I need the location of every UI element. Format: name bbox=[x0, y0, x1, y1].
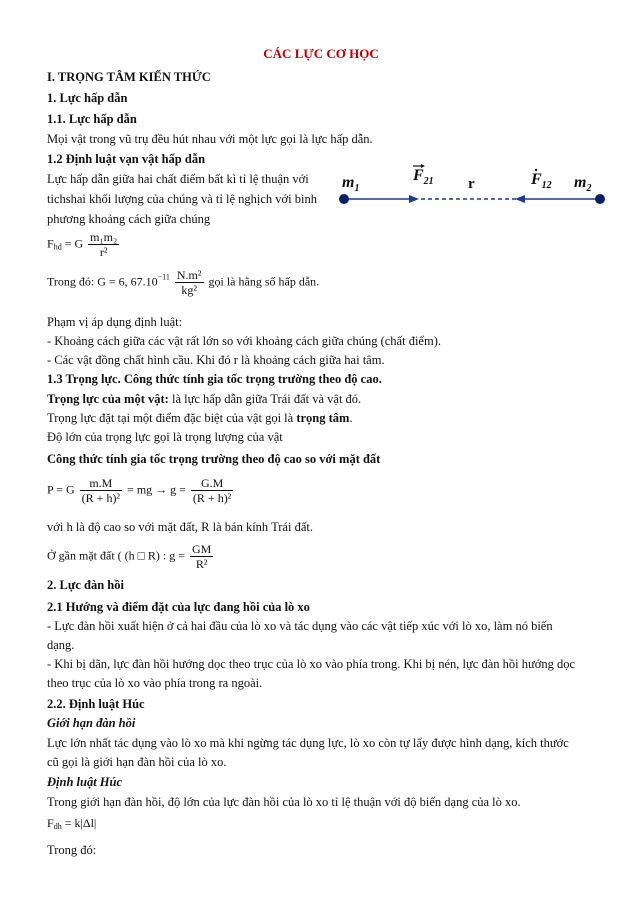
label-m2: $m_2$ bbox=[574, 174, 592, 194]
paragraph: Trong đó: bbox=[47, 843, 97, 857]
paragraph: Trọng lực của một vật: là lực hấp dẫn giữa Trái đất và vật đó. bbox=[47, 392, 362, 406]
paragraph: cũ gọi là giới hạn đàn hồi của lò xo. bbox=[47, 755, 227, 769]
paragraph: - Lực đàn hồi xuất hiện ở cả hai đầu của lò xo và tác dụng vào các vật tiếp xúc với lò xo, làm nó biến bbox=[47, 619, 553, 633]
formula-g-constant: Trong đó: G = 6, $67.10^{-11}$ $\frac{\text{N.m²}}{\text{kg²}}$ gọi là hằng số hấp dẫn. bbox=[47, 268, 320, 297]
fraction: $\frac{\text{m₁m₂}}{\text{r²}}$ bbox=[90, 230, 118, 259]
subheading: Giới hạn đàn hồi bbox=[47, 716, 136, 730]
paragraph-line: tichshai khối lượng của chúng và tỉ lệ nghịch với bình bbox=[47, 192, 317, 206]
paragraph: Mọi vật trong vũ trụ đều hút nhau với một lực gọi là lực hấp dẫn. bbox=[47, 132, 373, 146]
paragraph: - Khoảng cách giữa các vật rất lớn so với khoảng cách giữa chúng (chất điểm). bbox=[47, 334, 441, 348]
heading-1-3: 1.3 Trọng lực. Công thức tính gia tốc trọng trường theo độ cao. bbox=[47, 372, 382, 386]
paragraph: Lực lớn nhất tác dụng vào lò xo mà khi ngừng tác dụng lực, lò xo còn tự lấy được hình dạng, kích thước bbox=[47, 736, 569, 750]
label-r: r bbox=[468, 176, 475, 192]
paragraph: Phạm vị áp dụng định luật: bbox=[47, 315, 183, 329]
formula-hooke: $F_{dh} = k|\Delta l|$ bbox=[47, 816, 97, 831]
fraction: $\frac{G.M}{\text{(R + h)²}}$ bbox=[192, 476, 232, 505]
heading-2: 2. Lực đàn hồi bbox=[47, 578, 124, 592]
vector-dot bbox=[535, 169, 537, 171]
paragraph: với h là độ cao so với mặt đất, R là bán kính Trái đất. bbox=[47, 520, 313, 534]
mass-dot-m1 bbox=[339, 194, 349, 204]
formula-weight: P = G $\frac{m.M}{\text{(R + h)²}}$ = mg → g = $\frac{G.M}{\text{(R + h)²}}$ bbox=[47, 476, 232, 505]
paragraph: - Các vật đồng chất hình cầu. Khi đó r là khoảng cách giữa hai tâm. bbox=[47, 353, 385, 367]
subheading: Định luật Húc bbox=[47, 775, 123, 789]
paragraph: Trọng lực đặt tại một điểm đặc biệt của vật gọi là trọng tâm. bbox=[47, 411, 353, 425]
paragraph: dạng. bbox=[47, 638, 75, 652]
arrowhead-icon bbox=[409, 195, 419, 203]
formula-near-surface: Ở gần mặt đất ( (h □ R) : g = $\frac{GM}{\text{R²}}$ bbox=[47, 542, 212, 571]
paragraph: Độ lớn của trọng lực gọi là trọng lượng của vật bbox=[47, 430, 283, 444]
heading-1: 1. Lực hấp dẫn bbox=[47, 91, 128, 105]
arrowhead-icon bbox=[515, 195, 525, 203]
heading-2-1: 2.1 Hướng và điểm đặt của lực đang hồi của lò xo bbox=[47, 600, 310, 614]
label-m1: $m_1$ bbox=[342, 174, 360, 194]
gravitation-diagram bbox=[335, 160, 610, 210]
label-f21: $F_{21}$ bbox=[413, 167, 434, 187]
label-f12: $F_{12}$ bbox=[531, 171, 552, 191]
heading-1-1: 1.1. Lực hấp dẫn bbox=[47, 112, 137, 126]
paragraph-line: phương khoảng cách giữa chúng bbox=[47, 212, 211, 226]
section-heading: I. TRỌNG TÂM KIẾN THỨC bbox=[47, 70, 211, 84]
paragraph: Trong giới hạn đàn hồi, độ lớn của lực đàn hồi của lò xo tỉ lệ thuận với độ biến dạng của lò xo. bbox=[47, 795, 521, 809]
paragraph: theo trục của lò xo vào phía trong ra ngoài. bbox=[47, 676, 263, 690]
fraction: $\frac{m.M}{\text{(R + h)²}}$ bbox=[81, 476, 121, 505]
heading-2-2: 2.2. Định luật Húc bbox=[47, 697, 145, 711]
formula-gravitation: $F_{hd} = G$ $\frac{\text{m₁m₂}}{\text{r²}}$ bbox=[47, 230, 118, 259]
heading-formula: Công thức tính gia tốc trọng trường theo độ cao so với mặt đất bbox=[47, 452, 381, 466]
paragraph-line: Lực hấp dẫn giữa hai chất điểm bất kì tỉ lệ thuận với bbox=[47, 172, 309, 186]
mass-dot-m2 bbox=[595, 194, 605, 204]
heading-1-2: 1.2 Định luật vạn vật hấp dẫn bbox=[47, 152, 206, 166]
paragraph: - Khi bị dãn, lực đàn hồi hướng dọc theo trục của lò xo vào phía trong. Khi bị nén, lực đàn hồi hướng dọc bbox=[47, 657, 576, 671]
document-title: CÁC LỰC CƠ HỌC bbox=[263, 46, 379, 61]
fraction: $\frac{\text{N.m²}}{\text{kg²}}$ bbox=[176, 268, 202, 297]
fraction: $\frac{GM}{\text{R²}}$ bbox=[192, 542, 212, 571]
